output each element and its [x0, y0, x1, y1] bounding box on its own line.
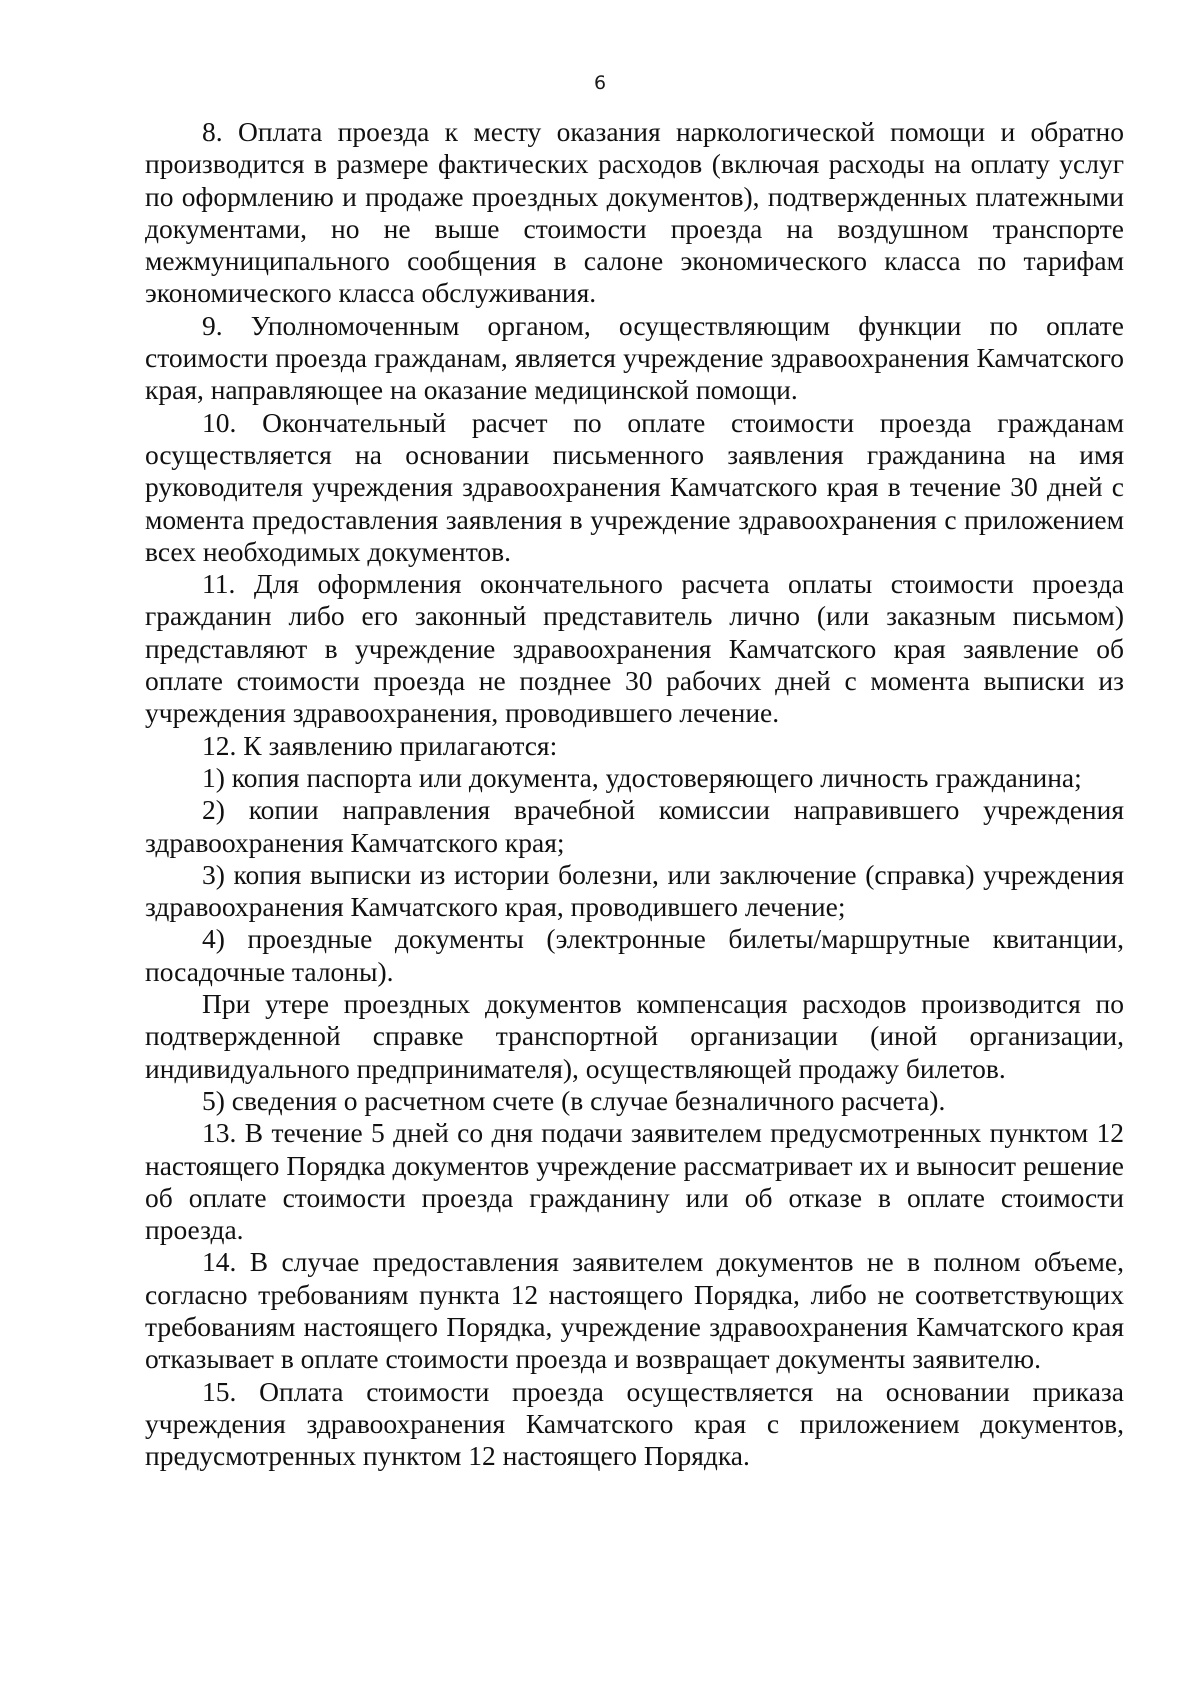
list-item-2: 2) копии направления врачебной комиссии направившего учреждения здравоохранения Камчатского края;: [145, 794, 1124, 858]
paragraph-13: 13. В течение 5 дней со дня подачи заявителем предусмотренных пунктом 12 настоящего Порядка документов учреждение рассматривает их и выносит решение об оплате стоимости проезда гражданину или об отказе в оплате стоимости проезда.: [145, 1117, 1124, 1246]
paragraph-14: 14. В случае предоставления заявителем документов не в полном объеме, согласно требованиям пункта 12 настоящего Порядка, либо не соответствующих требованиям настоящего Порядка, учреждение здравоохранения Камчатского края отказывает в оплате стоимости проезда и возвращает документы заявителю.: [145, 1246, 1124, 1375]
list-item-3: 3) копия выписки из истории болезни, или заключение (справка) учреждения здравоохранения Камчатского края, проводившего лечение;: [145, 858, 1124, 923]
paragraph-12: 12. К заявлению прилагаются:: [202, 729, 558, 761]
lost-documents-note: При утере проездных документов компенсация расходов производится по подтвержденной справке транспортной организации (иной организации, индивидуального предпринимателя), осуществляющей продажу билетов.: [145, 988, 1124, 1084]
paragraph-10: 10. Окончательный расчет по оплате стоимости проезда гражданам осуществляется на основании письменного заявления гражданина на имя руководителя учреждения здравоохранения Камчатского края в течение 30 дней с момента предоставления заявления в учреждение здравоохранения с приложением всех необходимых документов.: [145, 406, 1124, 567]
list-item-1: 1) копия паспорта или документа, удостоверяющего личность гражданина;: [202, 761, 1082, 793]
paragraph-11: 11. Для оформления окончательного расчета оплаты стоимости проезда гражданин либо его законный представитель лично (или заказным письмом) представляют в учреждение здравоохранения Камчатского края заявление об оплате стоимости проезда не позднее 30 рабочих дней с момента выписки из учреждения здравоохранения, проводившего лечение.: [145, 568, 1124, 729]
paragraph-15: 15. Оплата стоимости проезда осуществляется на основании приказа учреждения здравоохранения Камчатского края с приложением документов, предусмотренных пунктом 12 настоящего Порядка.: [145, 1375, 1124, 1472]
page-number: 6: [593, 72, 607, 94]
list-item-4: 4) проездные документы (электронные билеты/маршрутные квитанции, посадочные талоны).: [145, 923, 1124, 987]
list-item-5: 5) сведения о расчетном счете (в случае безналичного расчета).: [202, 1084, 946, 1116]
paragraph-8: 8. Оплата проезда к месту оказания наркологической помощи и обратно производится в размере фактических расходов (включая расходы на оплату услуг по оформлению и продаже проездных документов), подтвержденных платежными документами, но не выше стоимости проезда на воздушном транспорте межмуниципального сообщения в салоне экономического класса по тарифам экономического класса обслуживания.: [145, 116, 1124, 309]
paragraph-9: 9. Уполномоченным органом, осуществляющим функции по оплате стоимости проезда гражданам, является учреждение здравоохранения Камчатского края, направляющее на оказание медицинской помощи.: [145, 309, 1124, 406]
document-body: [145, 116, 1124, 1472]
